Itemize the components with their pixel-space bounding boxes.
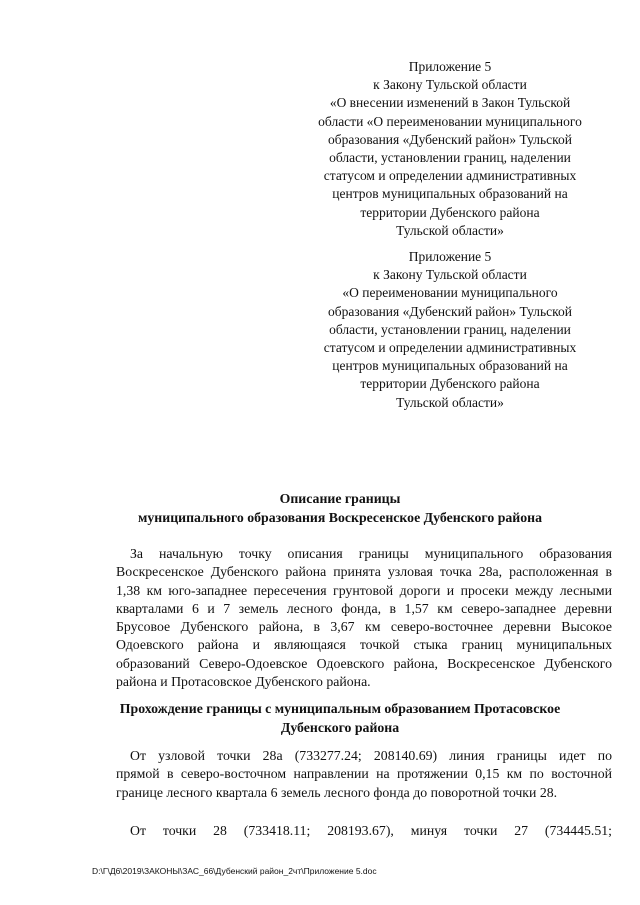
paragraph-line: От точки 28 (733418.11; 208193.67), минуя точки 27 (734445.51; (130, 823, 612, 838)
appendix-line: статусом и определении административных (323, 168, 577, 184)
appendix-line: к Закону Тульской области (373, 77, 527, 93)
title-line-2: муниципального образования Воскресенское Дубенского района (138, 509, 542, 525)
appendix-line: области, установлении границ, наделении (329, 150, 571, 166)
appendix-line: «О переименовании муниципального (342, 285, 558, 301)
section-paragraph-2 (116, 822, 612, 840)
title-line-1: Описание границы (279, 491, 401, 506)
appendix-line: территории Дубенского района (360, 376, 540, 392)
paragraph-line: образований Северо-Одоевское Одоевского района, Воскресенское Дубенского (116, 655, 612, 671)
paragraph-line: 1,38 км юго-западнее пересечения грунтовой дороги и просеки между лесными (116, 582, 612, 598)
appendix-line: образования «Дубенский район» Тульской (328, 131, 572, 147)
file-path-footer: D:\Г\Д6\2019\ЗАКОНЫ\ЗАС_66\Дубенский район_2чт\Приложение 5.doc (92, 866, 377, 876)
intro-paragraph (116, 545, 612, 691)
appendix-line: «О внесении изменений в Закон Тульской (329, 95, 571, 111)
section-heading-line-1: Прохождение границы с муниципальным образованием Протасовское (119, 701, 561, 716)
appendix-line: Приложение 5 (408, 249, 492, 264)
section-heading (80, 700, 600, 737)
document-title (80, 490, 600, 527)
paragraph-line: района и Протасовское Дубенского района. (116, 674, 371, 690)
section-heading-line-2: Дубенского района (280, 719, 400, 735)
section-paragraph-1 (116, 747, 612, 802)
paragraph-line: Одоевского района и являющаяся точкой стыка границ муниципальных (116, 637, 612, 653)
appendix-current-header (300, 58, 600, 240)
appendix-line: области, установлении границ, наделении (329, 321, 571, 337)
appendix-line: территории Дубенского района (360, 204, 540, 220)
appendix-line: образования «Дубенский район» Тульской (328, 303, 572, 319)
paragraph-line: Воскресенское Дубенского района принята узловая точка 28а, расположенная в (116, 564, 612, 580)
appendix-line: Тульской области» (396, 222, 504, 238)
appendix-line: Приложение 5 (408, 59, 492, 74)
appendix-line: к Закону Тульской области (373, 267, 527, 283)
appendix-line: центров муниципальных образований на (332, 186, 568, 202)
paragraph-line: Брусовое Дубенского района, в 3,67 км северо-восточнее деревни Высокое (116, 619, 612, 635)
appendix-line: статусом и определении административных (323, 340, 577, 356)
paragraph-line: границе лесного квартала 6 земель лесного фонда до поворотной точки 28. (116, 784, 558, 800)
paragraph-line: За начальную точку описания границы муниципального образования (130, 546, 612, 561)
paragraph-line: прямой в северо-восточном направлении на протяжении 0,15 км по восточной (116, 766, 612, 782)
appendix-line: Тульской области» (396, 394, 504, 410)
paragraph-line: От узловой точки 28а (733277.24; 208140.69) линия границы идет по (130, 748, 612, 763)
appendix-line: области «О переименовании муниципального (318, 113, 582, 129)
appendix-original-header (300, 248, 600, 412)
appendix-line: центров муниципальных образований на (332, 358, 568, 374)
paragraph-line: кварталами 6 и 7 земель лесного фонда, в 1,57 км северо-западнее деревни (116, 600, 612, 616)
